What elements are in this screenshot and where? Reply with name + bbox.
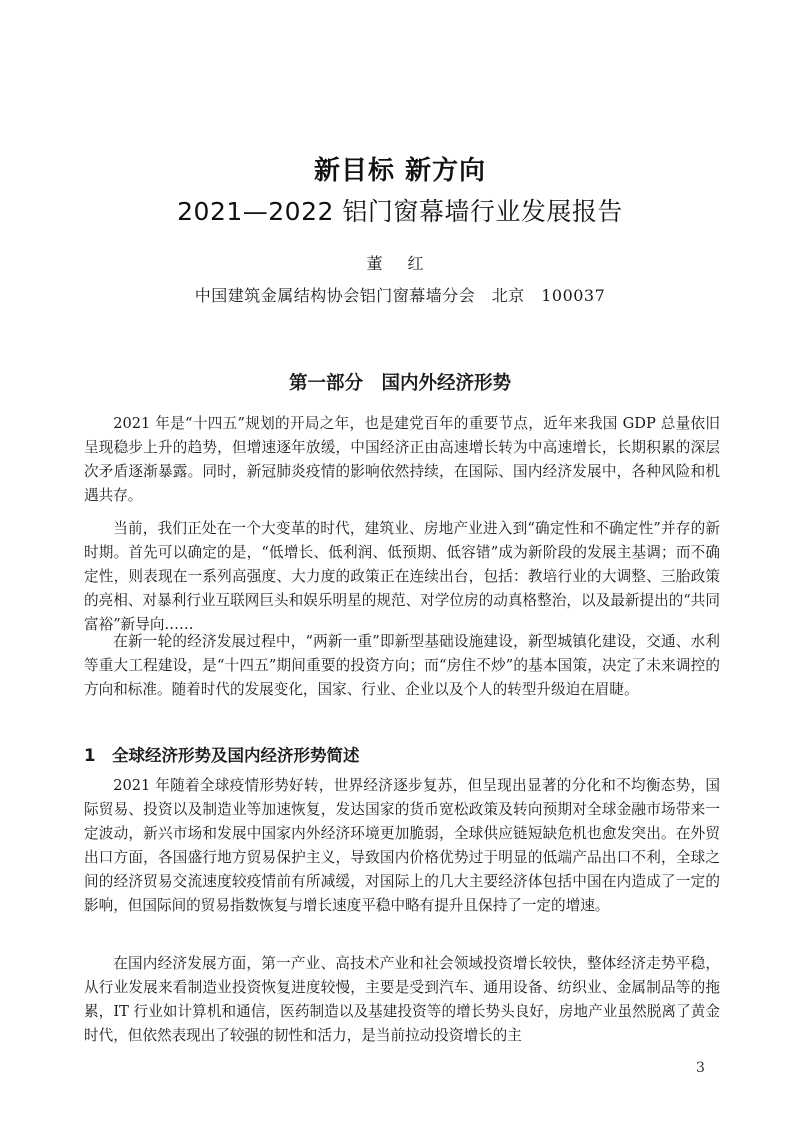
report-title-line1: 新目标 新方向 (313, 156, 487, 186)
paragraph: 2021 年是“十四五”规划的开局之年，也是建党百年的重要节点，近年来我国 GDP 总量依旧呈现稳步上升的趋势，但增速逐年放缓，中国经济正由高速增长转为中高速增长，长期积累的深层次矛盾逐渐暴露。同时，新冠肺炎疫情的影响依然持续，在国际、国内经济发展中，各种风险和机遇共存。 (84, 415, 720, 504)
paragraph: 在国内经济发展方面，第一产业、高技术产业和社会领域投资增长较快，整体经济走势平稳，从行业发展来看制造业投资恢复进度较慢，主要是受到汽车、通用设备、纺织业、金属制品等的拖累，IT 行业如计算机和通信，医药制造以及基建投资等的增长势头良好，房地产业虽然脱离了黄金时代，但依然表现出了较强的韧性和活力，是当前拉动投资增长的主 (84, 955, 720, 1044)
section-heading: 1 全球经济形势及国内经济形势简述 (84, 746, 360, 765)
author-affiliation: 中国建筑金属结构协会铝门窗幕墙分会 北京 100037 (194, 286, 606, 305)
paragraph: 2021 年随着全球疫情形势好转，世界经济逐步复苏，但呈现出显著的分化和不均衡态势，国际贸易、投资以及制造业等加速恢复，发达国家的货币宽松政策及转向预期对全球金融市场带来一定波动，新兴市场和发展中国家内外经济环境更加脆弱，全球供应链短缺危机也愈发突出。在外贸出口方面，各国盛行地方贸易保护主义，导致国内价格优势过于明显的低端产品出口不利，全球之间的经济贸易交流速度较疫情前有所减缓，对国际上的几大主要经济体包括中国在内造成了一定的影响，但国际间的贸易指数恢复与增长速度平稳中略有提升且保持了一定的增速。 (84, 777, 720, 914)
report-title-line2: 2021—2022 铝门窗幕墙行业发展报告 (177, 197, 623, 226)
page-number: 3 (696, 1060, 705, 1076)
author-name: 董 红 (366, 254, 434, 273)
part-heading: 第一部分 国内外经济形势 (288, 373, 511, 394)
paragraph: 当前，我们正处在一个大变革的时代，建筑业、房地产业进入到“确定性和不确定性”并存的新时期。首先可以确定的是，“低增长、低利润、低预期、低容错”成为新阶段的发展主基调；而不确定性，则表现在一系列高强度、大力度的政策正在连续出台，包括：教培行业的大调整、三胎政策的亮相、对暴利行业互联网巨头和娱乐明星的规范、对学位房的动真格整治，以及最新提出的“共同富裕”新导向…… (84, 520, 720, 633)
paragraph: 在新一轮的经济发展过程中，“两新一重”即新型基础设施建设，新型城镇化建设，交通、水利等重大工程建设，是“十四五”期间重要的投资方向；而“房住不炒”的基本国策，决定了未来调控的方向和标准。随着时代的发展变化，国家、行业、企业以及个人的转型升级迫在眉睫。 (84, 633, 720, 698)
